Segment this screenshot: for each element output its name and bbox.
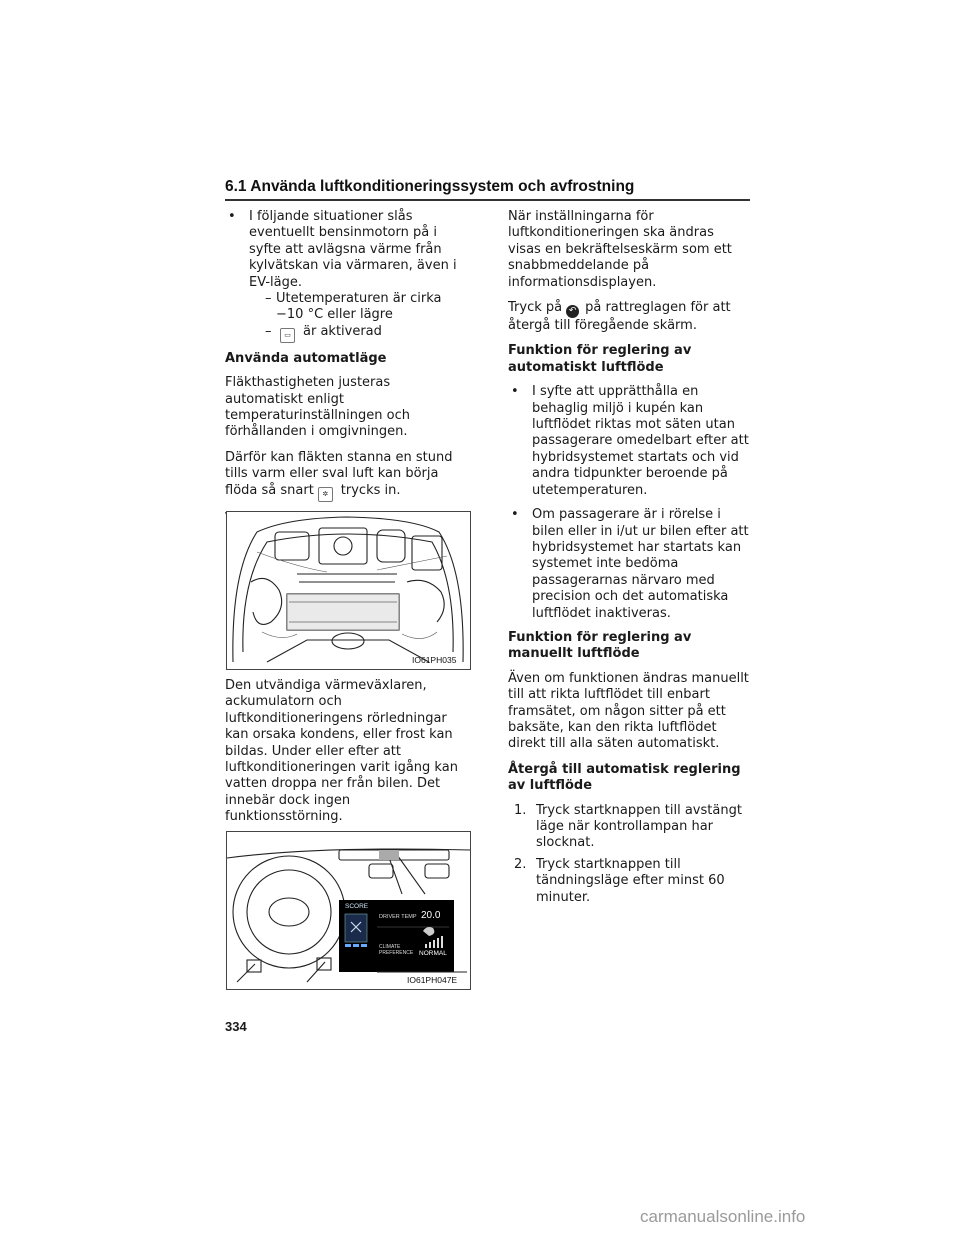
- heading-auto-airflow: Funktion för reglering av automatiskt luftflöde: [508, 343, 692, 375]
- step-2: [508, 857, 750, 906]
- right-column: [508, 209, 750, 911]
- bullet-marker: •: [228, 209, 236, 224]
- bullet-text: I följande situationer slås eventuellt bensinmotorn på i syfte att avlägsna värme från kylvätskan via värmaren, även i EV-läge.: [249, 209, 457, 290]
- pref-value: NORMAL: [419, 950, 447, 957]
- heading-auto-mode: Använda automatläge: [225, 350, 387, 366]
- figure-label: IO61PH035: [412, 655, 457, 665]
- paragraph-confirm-screen: När inställningarna för luftkonditioneringen ska ändras visas en bekräftelseskärm som ett snabbmeddelande på informationsdisplayen.: [508, 209, 732, 290]
- header-rule: [225, 199, 750, 201]
- heading-return-auto: Återgå till automatisk reglering av luftflöde: [508, 761, 741, 794]
- sub-item-text: är aktiverad: [303, 323, 382, 339]
- page-number: 334: [225, 1019, 247, 1034]
- section-header: 6.1 Använda luftkonditioneringssystem och avfrostning: [225, 178, 635, 195]
- paragraph-text: Tryck på: [508, 300, 563, 316]
- paragraph-manual: Även om funktionen ändras manuellt till att rikta luftflödet till enbart framsätet, om någon sitter på ett baksäte, kan den rikta luftflödet direkt till alla säten automatiskt.: [508, 670, 749, 752]
- paragraph-text: Därför kan fläkten stanna en stund tills varm eller sval luft kan börja flöda så snart: [225, 449, 453, 498]
- paragraph-back: [508, 300, 750, 334]
- paragraph-text: på rattreglagen för att återgå till föregående skärm.: [508, 300, 731, 334]
- temp-value: 20.0: [421, 910, 441, 921]
- sub-item-text: Utetemperaturen är cirka −10 °C eller lägre: [276, 291, 442, 323]
- bullet-marker: •: [511, 507, 519, 523]
- paragraph-auto-fan: Fläkthastigheten justeras automatiskt enligt temperaturinställningen och förhållanden i omgivningen.: [225, 375, 410, 440]
- driver-temp-label: DRIVER TEMP: [379, 914, 417, 920]
- back-button-icon: ↶: [566, 305, 579, 318]
- step-1: [508, 803, 750, 852]
- bullet-text: I syfte att upprätthålla en behaglig miljö i kupén kan luftflödet riktas mot säten utan passagerare omedelbart efter att hybridsystemet startats och vid andra tidpunkter beroende på utetemperaturen.: [532, 384, 749, 498]
- bullet-comfort: [508, 384, 750, 499]
- paragraph-text: trycks in.: [340, 482, 401, 498]
- step-text: Tryck startknappen till avstängt läge när kontrollampan har slocknat.: [536, 802, 742, 851]
- auto-button-icon: ✲: [318, 487, 333, 502]
- bullet-passengers: [508, 507, 750, 622]
- step-number: 1.: [514, 802, 527, 818]
- score-label: SCORE: [345, 903, 369, 910]
- paragraph-auto-delay: [225, 450, 470, 502]
- figure-label: IO61PH047E: [407, 975, 458, 985]
- bullet-text: Om passagerare är i rörelse i bilen eller in i/ut ur bilen efter att hybridsystemet har startats kan systemet inte bedöma passagerarnas närvaro med precision och det automatiska luftflödet inaktiveras.: [532, 507, 749, 621]
- left-column: [225, 209, 470, 552]
- dashboard-illustration: [226, 831, 471, 990]
- bullet-engine-start: [225, 209, 470, 343]
- climate-pref-label: CLIMATE PREFERENCE: [379, 944, 414, 956]
- bullet-marker: •: [511, 384, 519, 400]
- step-text: Tryck startknappen till tändningsläge efter minst 60 minuter.: [536, 856, 725, 905]
- rear-defroster-icon: ▭: [280, 328, 295, 343]
- dash-marker: –: [265, 323, 272, 339]
- engine-bay-illustration: [226, 511, 471, 670]
- engine-bay-drawing: [227, 512, 470, 669]
- dash-marker: –: [265, 291, 272, 307]
- heading-manual-airflow: Funktion för reglering av manuellt luftflöde: [508, 629, 692, 662]
- step-number: 2.: [514, 856, 527, 872]
- sub-item-defroster: [249, 324, 470, 343]
- sub-item-temperature: [249, 291, 470, 324]
- watermark: carmanualsonline.info: [640, 1207, 806, 1226]
- paragraph-condensation: Den utvändiga värmeväxlaren, ackumulatorn och luftkonditioneringens rörledningar kan orsaka kondens, eller frost kan bildas. Under eller efter att luftkonditioneringen varit igång kan vatten droppa ner från bilen. Det innebär dock ingen funktionsstörning.: [225, 678, 458, 825]
